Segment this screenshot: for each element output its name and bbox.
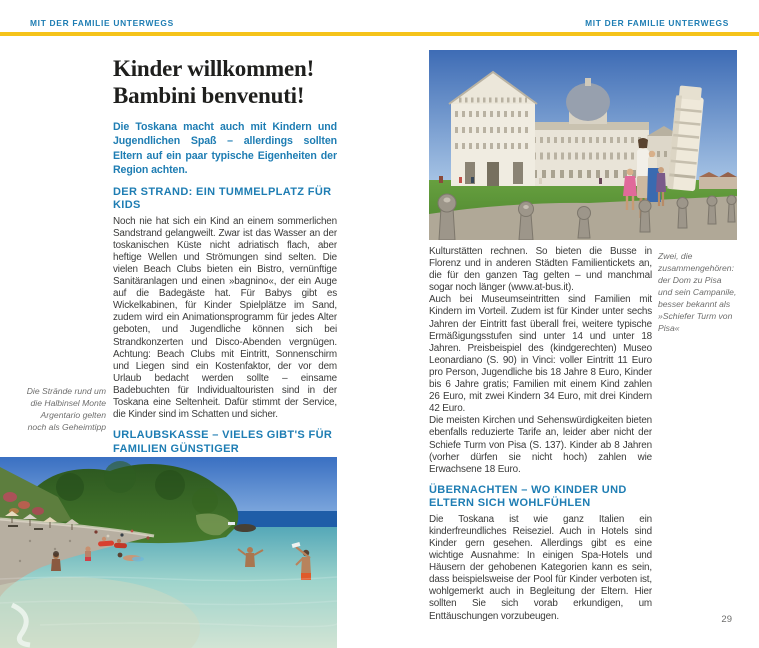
budget-paragraph-1: Kulturstätten rechnen. So bieten die Busse in Florenz und in anderen Städten Familientickets an, die für den ganzen Tag gelten – und manchmal sogar noch länger (www.at-bus.it). — [429, 246, 652, 294]
budget-paragraph-3: Die meisten Kirchen und Sehenswürdigkeiten bieten ebenfalls reduzierte Tarife an, leider aber nicht der Schiefe Turm von Pisa (S. 137). Kinder ab 8 Jahren (vorher dürfen sie nicht hoch) zahlen wie Erwachsene 18 Euro. — [429, 415, 652, 475]
section-body-beach: Noch nie hat sich ein Kind an einem sommerlichen Sandstrand gelangweilt. Zwar ist das Wasser an der toskanischen Küste nicht adriatisch flach, aber heftige Wellen und Strömungen sind selten. Die vielen Beach Clubs bieten ein Bistro, vernünftige Sanitäranlagen und einen »bagnino«, der ein Auge auf die Badegäste hat. Für Babys gibt es Wickelkabinen, für Kinder Spielplätze im Sand, zudem wird ein Animationsprogramm für jedes Alter geboten, und Jugendliche können sich bei Strandkonzerten und Disco-Abenden vergnügen. Achtung: Beach Clubs mit Eintritt, Sonnenschirm und Liegen sind ein Kostenfaktor, der vor dem Urlaub bedacht werden sollte – einsame Badebuchten für Individualtouristen sind in der Toskana eine Seltenheit. Dafür stimmt der Service, die Kinder sind im Schatten und sicher. — [113, 215, 337, 421]
pisa-photo — [429, 50, 737, 240]
left-column — [113, 55, 337, 498]
section-heading-budget: URLAUBSKASSE – VIELES GIBT'S FÜR FAMILIEN GÜNSTIGER — [113, 429, 333, 455]
beach-photo — [0, 457, 337, 648]
beach-photo-illustration — [0, 457, 337, 648]
section-heading-beach: DER STRAND: EIN TUMMELPLATZ FÜR KIDS — [113, 185, 332, 212]
margin-note-pisa: Zwei, die zusammengehören: der Dom zu Pisa und sein Campanile, besser bekannt als »Schiefer Turm von Pisa« — [658, 251, 737, 333]
section-heading-hotels: ÜBERNACHTEN – WO KINDER UND ELTERN SICH WOHLFÜHLEN — [429, 483, 627, 510]
budget-paragraph-2: Auch bei Museumseintritten sind Familien mit Kindern im Vorteil. Zudem ist für Kinder unter sechs Jahren der Eintritt fast überall frei, weitere typische Ermäßigungsstufen sind unter 14 und unter 18 Jahren. Preisbeispiel des (kindgerechten) Museo Leonardiano (S. 90) in Vinci: voller Eintritt 11 Euro pro Person, Jugendliche bis 18 Jahre 8 Euro, Kinder bis 6 Jahre gratis; Familien mit einem Kind zahlen 26 Euro, mit zwei Kindern 34 Euro, mit drei Kindern 42 Euro. — [429, 294, 652, 415]
page-number: 29 — [721, 614, 732, 625]
title-line-2: Bambini benvenuti! — [113, 83, 305, 108]
section-body-hotels: Die Toskana ist wie ganz Italien ein kinderfreundliches Reiseziel. Auch in Hotels sind Kinder gern gesehen. Allerdings gibt es eine wichtige Ausnahme: In einigen Spa-Hotels und Häusern der gehobenen Kategorien kann es sein, dass beispielsweise der Pool für Kinder verboten ist, wohlgemerkt auch in Begleitung der Eltern. Hier sollten Sie sich vorab erkundigen, um Enttäuschungen vorzubeugen. — [429, 513, 652, 622]
page-title — [113, 55, 337, 109]
right-column — [429, 246, 652, 625]
title-line-1: Kinder willkommen! — [113, 56, 315, 81]
running-head-right: MIT DER FAMILIE UNTERWEGS — [585, 18, 729, 28]
margin-note-beaches: Die Strände rund um die Halbinsel Monte Argentario gelten noch als Geheimtipp — [26, 386, 106, 432]
running-head-left: MIT DER FAMILIE UNTERWEGS — [30, 18, 174, 28]
intro-paragraph: Die Toskana macht auch mit Kindern und Jugendlichen Spaß – allerdings sollten Eltern auf ein paar typische Eigenheiten der Region achten. — [113, 121, 337, 177]
pisa-photo-illustration — [429, 50, 737, 240]
yellow-rule — [0, 32, 759, 36]
budget-continued-text — [429, 246, 652, 476]
